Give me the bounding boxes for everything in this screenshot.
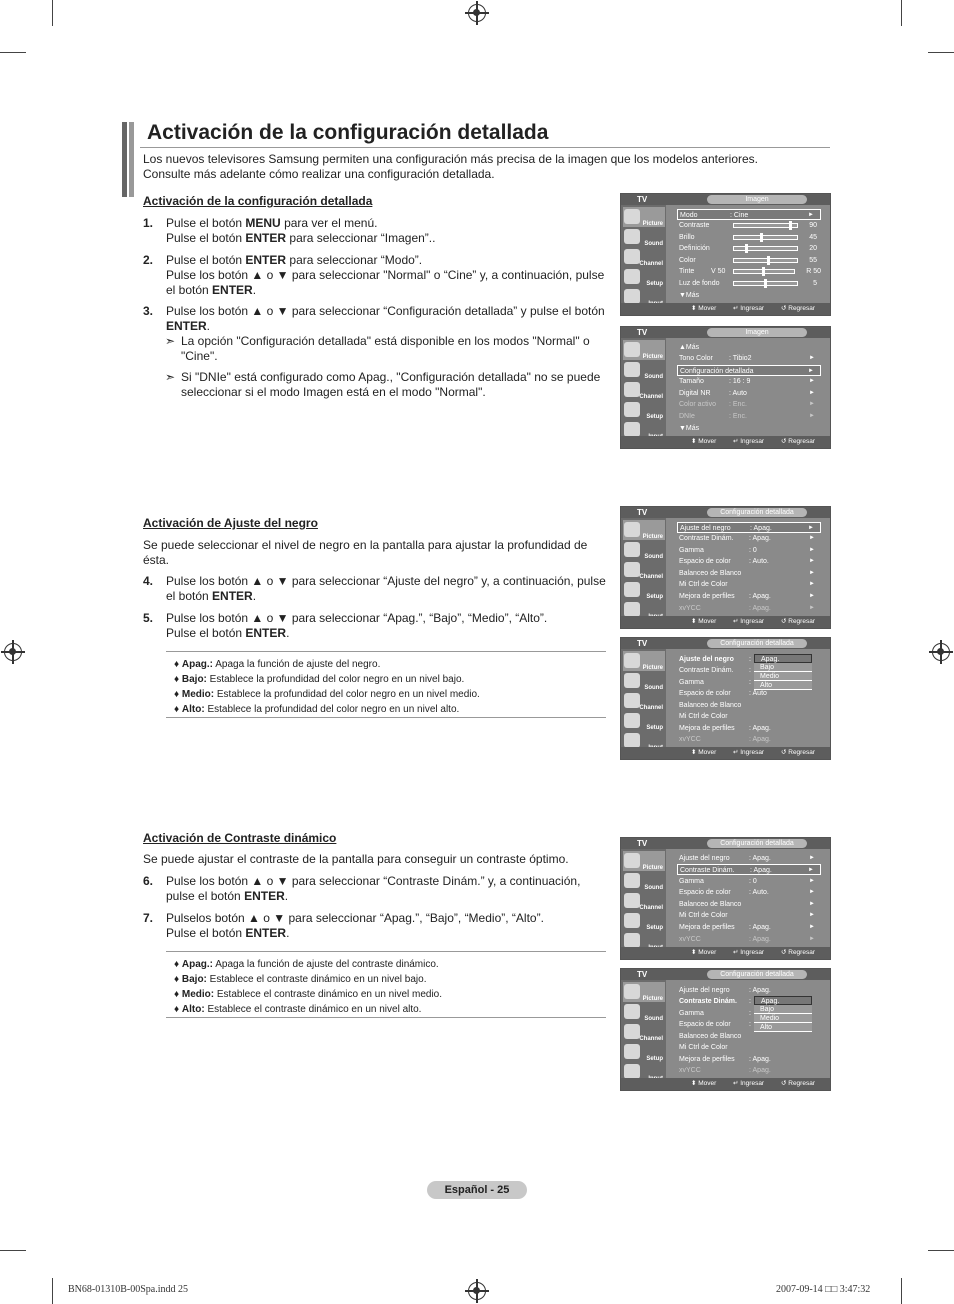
tv-slider xyxy=(733,246,798,251)
setup-icon xyxy=(624,913,640,928)
sound-icon xyxy=(624,542,640,557)
step-5: 5. Pulse los botón ▲ o ▼ para seleccionar “Apag.”, “Bajo”, “Medio”, “Alto”. Pulse el botón ENTER. xyxy=(143,611,548,640)
tv-side-menu xyxy=(621,649,666,748)
note-2: ➣ Si "DNIe" está configurado como Apag., "Configuración detallada" no se puede seleccionar si el modo Imagen está en el modo "Normal". xyxy=(165,370,601,399)
footer-date: 2007-09-14 □□ 3:47:32 xyxy=(776,1284,871,1295)
channel-icon xyxy=(624,1024,640,1039)
channel-icon xyxy=(624,893,640,908)
input-icon xyxy=(624,1064,640,1079)
input-icon xyxy=(624,289,640,304)
tv-side-item-sound: Sound xyxy=(623,671,665,691)
step-7: 7. Pulselos botón ▲ o ▼ para seleccionar “Apag.”, “Bajo”, “Medio”, “Alto”. Pulse el botón ENTER. xyxy=(143,911,544,940)
section-title-black: Activación de Ajuste del negro xyxy=(143,516,318,530)
page-number: Español - 25 xyxy=(427,1181,527,1199)
sound-icon xyxy=(624,229,640,244)
sound-icon xyxy=(624,362,640,377)
tv-side-item-sound: Sound xyxy=(623,360,665,380)
picture-icon xyxy=(624,342,640,357)
sound-icon xyxy=(624,1004,640,1019)
tv-side-item-picture: Picture xyxy=(623,851,665,871)
tv-side-item-sound: Sound xyxy=(623,540,665,560)
tv-side-item-setup: Setup xyxy=(623,1042,665,1062)
tv-side-item-channel: Channel xyxy=(623,247,665,267)
tv-slider xyxy=(733,223,798,228)
tv-options-popup: Apag. Bajo Medio Alto xyxy=(754,996,812,1032)
input-icon xyxy=(624,733,640,748)
tv-side-item-channel: Channel xyxy=(623,560,665,580)
tv-side-menu xyxy=(621,518,666,617)
tv-slider xyxy=(733,269,795,274)
tv-side-item-channel: Channel xyxy=(623,380,665,400)
tv-side-item-sound: Sound xyxy=(623,871,665,891)
step-4: 4. Pulse los botón ▲ o ▼ para seleccionar “Ajuste del negro” y, a continuación, pulse el botón ENTER. xyxy=(143,574,606,603)
tv-side-item-sound: Sound xyxy=(623,1002,665,1022)
section2-para: Se puede seleccionar el nivel de negro en la pantalla para ajustar la profundidad de ésta. xyxy=(143,538,588,567)
picture-icon xyxy=(624,522,640,537)
tv-side-item-picture: Picture xyxy=(623,651,665,671)
title-rule xyxy=(140,147,830,148)
tv-side-item-sound: Sound xyxy=(623,227,665,247)
tv-side-item-channel: Channel xyxy=(623,691,665,711)
tv-side-menu xyxy=(621,980,666,1079)
channel-icon xyxy=(624,249,640,264)
input-icon xyxy=(624,933,640,948)
black-options-list: ♦ Apag.: Apaga la función de ajuste del negro. ♦ Bajo: Establece la profundidad del color negro en un nivel bajo. ♦ Medio: Establece la profundidad del color negro en un nivel medio. ♦ Alto: Establece la profundidad del color negro en un nivel alto. xyxy=(166,651,606,718)
tv-side-item-channel: Channel xyxy=(623,1022,665,1042)
tv-side-item-picture: Picture xyxy=(623,982,665,1002)
picture-icon xyxy=(624,653,640,668)
tv-screen-picture-more: TV Imagen Picture Sound Channel Setup ▲Más Tono Color : Tibio2 ► Configuración detallada ► Tamaño : 16 : 9 ► Digital NR : Auto ► Color activo : Enc. ► DNIe : Enc. ► ▼Más ⬍ Mover ↵ Ingresar ↺ Regresar xyxy=(620,326,831,449)
section3-para: Se puede ajustar el contraste de la pantalla para conseguir un contraste óptimo. xyxy=(143,852,569,866)
title-decoration xyxy=(129,122,134,197)
picture-icon xyxy=(624,984,640,999)
note-arrow-icon: ➣ xyxy=(165,334,176,348)
tv-screen-picture: TV Imagen Picture Sound Channel Setup Modo : Cine ► Contraste 90 Brillo 45 Definición 20 Color 55 Tinte V 50 R 50 Luz de fondo 5 ▼Más ⬍ Mover ↵ Ingresar ↺ Regresar xyxy=(620,193,831,316)
section-title-contrast: Activación de Contraste dinámico xyxy=(143,831,337,845)
section-title-detailed: Activación de la configuración detallada xyxy=(143,194,373,208)
intro-text: Los nuevos televisores Samsung permiten una configuración más precisa de la imagen que los modelos anteriores. Consulte más adelante cómo realizar una configuración detallada. xyxy=(143,152,759,181)
tv-screen-detail-contrast: TV Configuración detallada Picture Sound Channel Setup Ajuste del negro : Apag. ► Contraste Dinám. : Apag. ► Gamma : 0 ► Espacio de color : Auto. ► Balanceo de Blanco ► Mi Ctrl de Color ► Mejora de perfiles : Apag. ► xvYCC : Apag. ► ⬍ Mover ↵ Ingresar ↺ Regresar xyxy=(620,837,831,960)
title-decoration xyxy=(122,122,127,197)
tv-side-menu xyxy=(621,849,666,948)
step-1: 1. Pulse el botón MENU para ver el menú. Pulse el botón ENTER para seleccionar “Imagen”.. xyxy=(143,216,436,245)
tv-side-item-setup: Setup xyxy=(623,711,665,731)
step-3: 3. Pulse los botón ▲ o ▼ para seleccionar “Configuración detallada” y pulse el botón ENTER. xyxy=(143,304,605,333)
setup-icon xyxy=(624,1044,640,1059)
tv-side-item-picture: Picture xyxy=(623,207,665,227)
setup-icon xyxy=(624,269,640,284)
tv-side-item-setup: Setup xyxy=(623,911,665,931)
step-6: 6. Pulse los botón ▲ o ▼ para seleccionar “Contraste Dinám.” y, a continuación, pulse el botón ENTER. xyxy=(143,874,581,903)
contrast-options-list: ♦ Apag.: Apaga la función de ajuste del contraste dinámico. ♦ Bajo: Establece el contraste dinámico en un nivel bajo. ♦ Medio: Establece el contraste dinámico en un nivel medio. ♦ Alto: Establece el contraste dinámico en un nivel alto. xyxy=(166,951,606,1018)
sound-icon xyxy=(624,873,640,888)
tv-screen-black-options: TV Configuración detallada Picture Sound Channel Setup Ajuste del negro : Contraste Dinám. : Gamma : Espacio de color : Auto Balanceo de Blanco Mi Ctrl de Color Mejora de perfiles : Apag. xvYCC : Apag. Apag. Bajo Medio Alto ⬍ Mover ↵ Ingresar ↺ Regresar xyxy=(620,637,831,760)
tv-side-item-setup: Setup xyxy=(623,580,665,600)
tv-slider xyxy=(733,258,798,263)
tv-side-menu xyxy=(621,338,666,437)
tv-slider xyxy=(733,235,798,240)
sound-icon xyxy=(624,673,640,688)
note-1: ➣ La opción "Configuración detallada" está disponible en los modos "Normal" o "Cine". xyxy=(165,334,590,363)
tv-side-item-picture: Picture xyxy=(623,520,665,540)
tv-screen-contrast-options: TV Configuración detallada Picture Sound Channel Setup Ajuste del negro : Apag. Contraste Dinám. : Gamma : Espacio de color : Balanceo de Blanco Mi Ctrl de Color Mejora de perfiles : Apag. xvYCC : Apag. Apag. Bajo Medio Alto ⬍ Mover ↵ Ingresar ↺ Regresar xyxy=(620,968,831,1091)
tv-side-item-setup: Setup xyxy=(623,267,665,287)
picture-icon xyxy=(624,853,640,868)
setup-icon xyxy=(624,402,640,417)
tv-side-item-channel: Channel xyxy=(623,891,665,911)
channel-icon xyxy=(624,562,640,577)
input-icon xyxy=(624,602,640,617)
page-title: Activación de la configuración detallada xyxy=(147,121,549,144)
tv-slider xyxy=(733,281,798,286)
tv-side-menu xyxy=(621,205,666,304)
tv-side-item-setup: Setup xyxy=(623,400,665,420)
step-2: 2. Pulse el botón ENTER para seleccionar “Modo”. Pulse los botón ▲ o ▼ para seleccionar "Normal" o “Cine” y, a continuación, pulse el botón ENTER. xyxy=(143,253,605,297)
input-icon xyxy=(624,422,640,437)
setup-icon xyxy=(624,713,640,728)
channel-icon xyxy=(624,382,640,397)
tv-screen-detail-black: TV Configuración detallada Picture Sound Channel Setup Ajuste del negro : Apag. ► Contraste Dinám. : Apag. ► Gamma : 0 ► Espacio de color : Auto. ► Balanceo de Blanco ► Mi Ctrl de Color ► Mejora de perfiles : Apag. ► xvYCC : Apag. ► ⬍ Mover ↵ Ingresar ↺ Regresar xyxy=(620,506,831,629)
note-arrow-icon: ➣ xyxy=(165,370,176,384)
picture-icon xyxy=(624,209,640,224)
channel-icon xyxy=(624,693,640,708)
tv-side-item-picture: Picture xyxy=(623,340,665,360)
tv-options-popup: Apag. Bajo Medio Alto xyxy=(754,654,812,690)
setup-icon xyxy=(624,582,640,597)
footer-file: BN68-01310B-00Spa.indd 25 xyxy=(68,1284,188,1295)
